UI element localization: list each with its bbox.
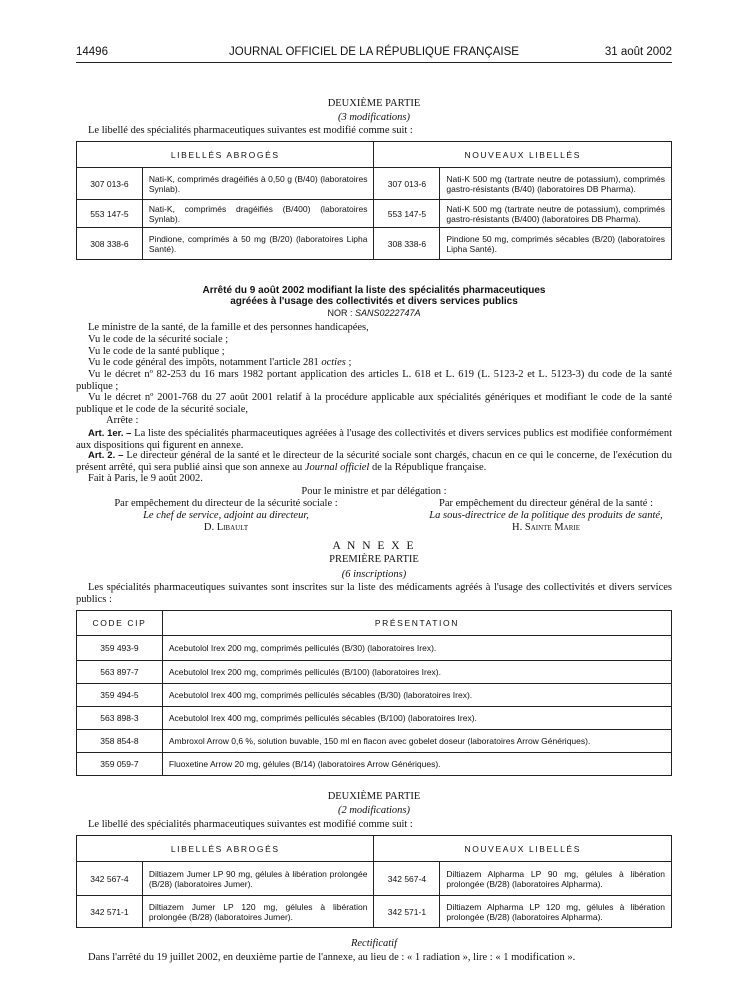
section2-count: (2 modifications) (337, 805, 411, 816)
arrete-minister: Le ministre de la santé, de la famille et des personnes handicapées, (88, 322, 369, 333)
delegation-line: Pour le ministre et par délégation : (301, 486, 447, 497)
table-row (77, 730, 672, 753)
article-2-text: de la République française. (369, 462, 487, 473)
table-row (77, 684, 672, 707)
arrete-visa: Vu le décret nº 2001-768 du 27 août 2001 relatif à la procédure applicable aux spécialités génériques et modifiant le code de la santé publique et le code de la sécurité sociale, (76, 392, 672, 415)
fait-a-paris: Fait à Paris, le 9 août 2002. (88, 473, 203, 484)
libelle-cell: Diltiazem Jumer LP 120 mg, gélules à libération prolongée (B/28) (laboratoires Jumer). (142, 896, 374, 928)
issue-date: 31 août 2002 (604, 46, 672, 58)
code-cell: 308 338-6 (374, 228, 440, 260)
libelle-cell: Nati-K 500 mg (tartrate neutre de potassium), comprimés gastro-résistants (B/40) (laboratoires DB Pharma). (440, 168, 672, 200)
column-header-nouveaux: NOUVEAUX LIBELLÉS (374, 836, 672, 862)
arrete-title-line1: Arrêté du 9 août 2002 modifiant la liste des spécialités pharmaceutiques (202, 285, 546, 296)
rectificatif-text: Dans l'arrêté du 19 juillet 2002, en deuxième partie de l'annexe, au lieu de : « 1 radiation », lire : « 1 modification ». (88, 952, 576, 963)
signature-right-title: La sous-directrice de la politique des produits de santé, (429, 510, 663, 521)
code-cell: 307 013-6 (374, 168, 440, 200)
nor-reference (76, 308, 672, 318)
code-cell: 553 147-5 (374, 200, 440, 228)
table-row (77, 707, 672, 730)
column-header-abroges: LIBELLÉS ABROGÉS (77, 142, 374, 168)
arrete-title-line2: agréées à l'usage des collectivités et divers services publics (230, 296, 518, 307)
section1-intro: Le libellé des spécialités pharmaceutiques suivantes est modifié comme suit : (88, 125, 413, 136)
page-number: 14496 (76, 46, 108, 58)
libelle-cell: Nati-K, comprimés dragéifiés (B/400) (laboratoires Synlab). (142, 200, 374, 228)
article-2-label: Art. 2. – (88, 450, 124, 461)
nor-code: SANS0222747A (354, 308, 421, 318)
code-cell: 342 567-4 (374, 862, 440, 896)
annexe-intro: Les spécialités pharmaceutiques suivantes sont inscrites sur la liste des médicaments agréés à l'usage des collectivités et divers services publics : (76, 582, 672, 605)
libelle-cell: Nati-K 500 mg (tartrate neutre de potassium), comprimés gastro-résistants (B/400) (laboratoires DB Pharma). (440, 200, 672, 228)
table-row (77, 636, 672, 661)
section2-table (76, 835, 672, 928)
nor-label: NOR : (327, 308, 353, 318)
signature-left-line1: Par empêchement du directeur de la sécurité sociale : (114, 498, 338, 509)
code-cell: 342 567-4 (77, 862, 143, 896)
article-1-label: Art. 1er. – (88, 428, 132, 439)
annexe-table (76, 610, 672, 776)
arrete-visa (76, 357, 672, 369)
header-rule (76, 62, 672, 63)
code-cell: 359 494-5 (77, 684, 163, 707)
presentation-cell: Acebutolol Irex 400 mg, comprimés pelliculés sécables (B/100) (laboratoires Irex). (162, 707, 671, 730)
arrete-visa: Vu le code de la santé publique ; (88, 346, 225, 357)
code-cell: 553 147-5 (77, 200, 143, 228)
libelle-cell: Nati-K, comprimés dragéifiés à 0,50 g (B/40) (laboratoires Synlab). (142, 168, 374, 200)
presentation-cell: Acebutolol Irex 200 mg, comprimés pelliculés (B/100) (laboratoires Irex). (162, 661, 671, 684)
section1-count: (3 modifications) (337, 112, 411, 123)
code-cell: 359 059-7 (77, 753, 163, 776)
code-cell: 308 338-6 (77, 228, 143, 260)
annexe-part: PREMIÈRE PARTIE (329, 554, 419, 565)
column-header-nouveaux: NOUVEAUX LIBELLÉS (374, 142, 672, 168)
code-cell: 342 571-1 (374, 896, 440, 928)
column-header-code: CODE CIP (77, 611, 163, 636)
presentation-cell: Fluoxetine Arrow 20 mg, gélules (B/14) (laboratoires Arrow Génériques). (162, 753, 671, 776)
table-row (77, 862, 672, 896)
libelle-cell: Pindione 50 mg, comprimés sécables (B/20) (laboratoires Lipha Santé). (440, 228, 672, 260)
table-row (77, 661, 672, 684)
article-1-text: La liste des spécialités pharmaceutiques agréées à l'usage des collectivités et divers services publics est modifiée conformément aux dispositions qui figurent en annexe. (76, 428, 672, 451)
article-2-text: Le directeur général de la santé et le directeur de la sécurité sociale sont chargés, chacun en ce qui le concerne, de l'exécution du présent arrêté, qui sera publié ainsi que son annexe au (76, 450, 672, 473)
article-1 (76, 428, 672, 452)
signature-right-name: H. Sainte Marie (512, 522, 580, 533)
annexe-count: (6 inscriptions) (341, 569, 407, 580)
libelle-cell: Diltiazem Jumer LP 90 mg, gélules à libération prolongée (B/28) (laboratoires Jumer). (142, 862, 374, 896)
visa-text-italic: octies (321, 357, 346, 368)
code-cell: 358 854-8 (77, 730, 163, 753)
rectificatif-title: Rectificatif (350, 938, 398, 949)
table-row (77, 753, 672, 776)
arrete-visa: Vu le code de la sécurité sociale ; (88, 334, 229, 345)
arrete-word: Arrête : (106, 415, 139, 426)
libelle-cell: Diltiazem Alpharma LP 90 mg, gélules à libération prolongée (B/28) (laboratoires Alpharma). (440, 862, 672, 896)
annexe-title: A N N E X E (332, 540, 416, 552)
presentation-cell: Ambroxol Arrow 0,6 %, solution buvable, 150 ml en flacon avec gobelet doseur (laboratoires Arrow Génériques). (162, 730, 671, 753)
article-2-journal: Journal officiel (304, 462, 370, 473)
table-row (77, 200, 672, 228)
page-header (76, 46, 672, 60)
arrete-visa: Vu le décret nº 82-253 du 16 mars 1982 portant application des articles L. 618 et L. 619 (L. 5123-2 et L. 5123-3) du code de la santé publique ; (76, 369, 672, 392)
code-cell: 563 897-7 (77, 661, 163, 684)
code-cell: 342 571-1 (77, 896, 143, 928)
column-header-presentation: PRÉSENTATION (162, 611, 671, 636)
code-cell: 307 013-6 (77, 168, 143, 200)
section1-part: DEUXIÈME PARTIE (327, 98, 421, 109)
visa-text: ; (345, 357, 352, 368)
presentation-cell: Acebutolol Irex 400 mg, comprimés pelliculés sécables (B/30) (laboratoires Irex). (162, 684, 671, 707)
libelle-cell: Pindione, comprimés à 50 mg (B/20) (laboratoires Lipha Santé). (142, 228, 374, 260)
presentation-cell: Acebutolol Irex 200 mg, comprimés pelliculés (B/30) (laboratoires Irex). (162, 636, 671, 661)
section1-table (76, 141, 672, 260)
signature-left-title: Le chef de service, adjoint au directeur, (143, 510, 309, 521)
code-cell: 359 493-9 (77, 636, 163, 661)
article-2 (76, 450, 672, 474)
signature-right-line1: Par empêchement du directeur général de la santé : (439, 498, 653, 509)
section2-intro: Le libellé des spécialités pharmaceutiques suivantes est modifié comme suit : (88, 819, 413, 830)
signature-left-name: D. Libault (203, 522, 249, 533)
signature-right (396, 498, 696, 534)
visa-text: Vu le code général des impôts, notamment l'article 281 (88, 357, 322, 368)
column-header-abroges: LIBELLÉS ABROGÉS (77, 836, 374, 862)
table-row (77, 228, 672, 260)
journal-title: JOURNAL OFFICIEL DE LA RÉPUBLIQUE FRANÇAISE (229, 46, 519, 58)
code-cell: 563 898-3 (77, 707, 163, 730)
libelle-cell: Diltiazem Alpharma LP 120 mg, gélules à libération prolongée (B/28) (laboratoires Alpharma). (440, 896, 672, 928)
table-row (77, 896, 672, 928)
signature-left (76, 498, 376, 534)
table-row (77, 168, 672, 200)
section2-part: DEUXIÈME PARTIE (327, 791, 421, 802)
